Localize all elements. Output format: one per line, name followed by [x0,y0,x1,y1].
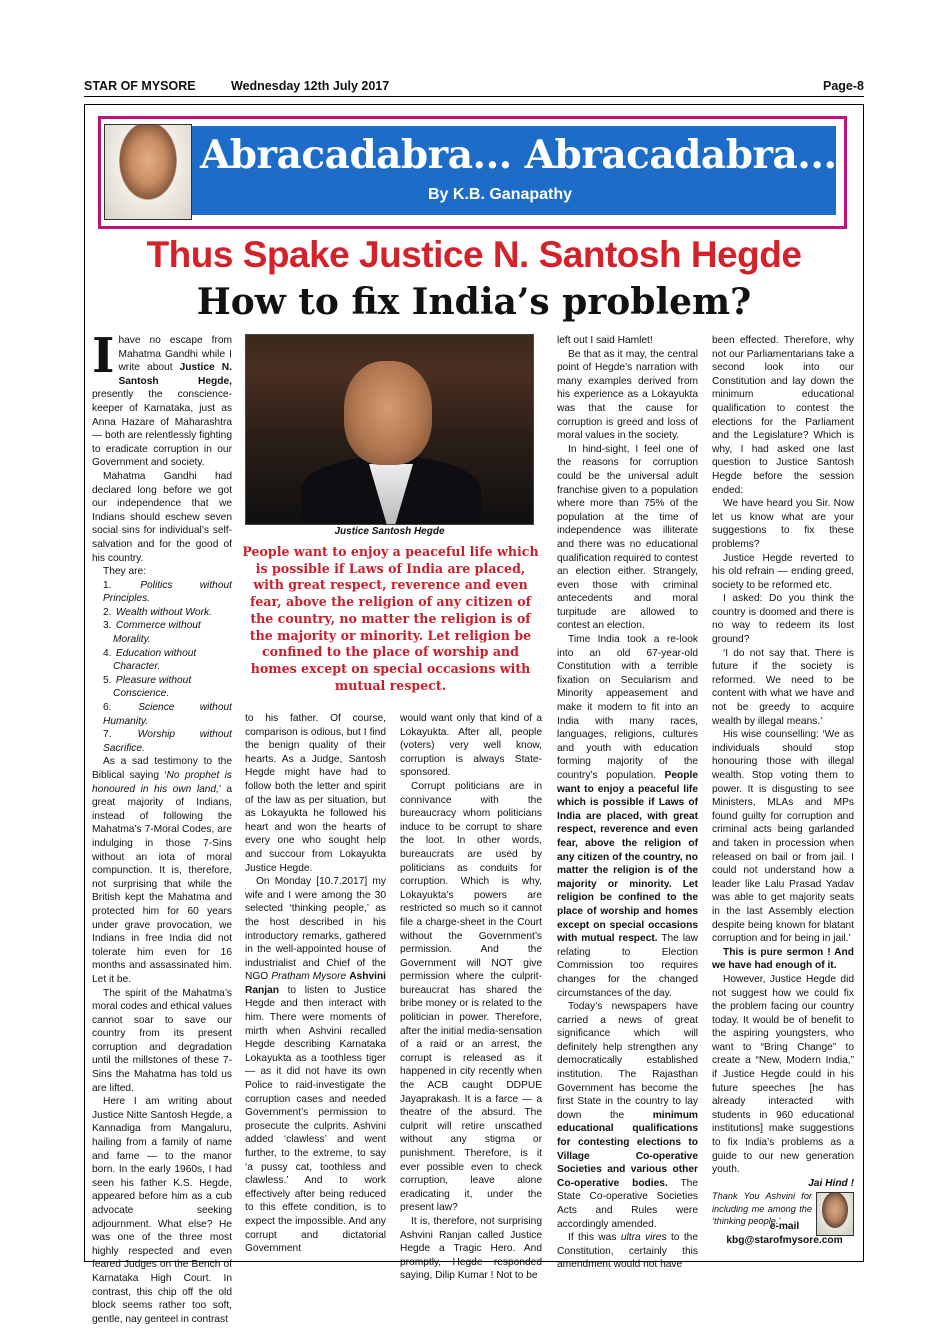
author-email [712,1220,857,1247]
col4-para-5: Today’s newspapers have carried a news of great significance which will definitely help strengthen any democratically established institution. The Rajasthan Government has become the first State in the country to lay down the minimum educational qualifications for contesting elections to Village Co-operative Societies and various other Co-operative bodies. The State Co-operative Societies Acts and Rules were accordingly amended. [557,1001,698,1230]
page-number: Page-8 [823,79,864,93]
list-item: 4. Education without [103,647,197,659]
column-2 [245,712,386,1255]
subheadline: How to fix India’s problem? [196,281,752,323]
list-item: Morality. [113,634,151,646]
col5-para-5: ‘I do not say that. There is future if the society is reformed. We need to be content with what we have and not be greedy to acquire wealth by illegal means.’ [712,647,854,727]
col1-para-2: Mahatma Gandhi had declared long before we got our independence that we Indians should eschew seven social sins for individual’s self-salvation and for the good of his country. [92,470,232,564]
col5-para-4: I asked: Do you think the country is doomed and there is no way to redeem its lost ground? [712,593,854,646]
col4-para-1: left out I said Hamlet! [557,335,653,346]
col1-para-6: Here I am writing about Justice Nitte Santosh Hegde, a Kannadiga from Mangaluru, hailing from a family of name and fame — to the manor born. In the early 1960s, I had seen his father K.S. Hegde, appeared before him as a cub advocate seeking adjournment. What else? He was one of the three most highly respected and even feared Judges on the Bench of Karnataka High Court. In contrast, this chip off the old block seems rather too soft, gentle, nay genteel in contrast [92,1096,232,1325]
col5-para-2: We have heard you Sir. Now let us know what are your suggestions to fix these problems? [712,498,854,550]
drop-cap: I [92,328,115,384]
col3-para-2: Corrupt politicians are in connivance with the bureaucracy whom politicians induce to be corrupt to share the loot. In other words, bureaucrats are used by politicians as conduits for corruption. Which is why, Lokayukta’s powers are restricted so much so it cannot file a charge-sheet in the Court without the Government’s permission. And the Government will NOT give permission where the culprit-bureaucrat has shared the bribe money or is related to the politician in power. Therefore, after the initial media-sensation of a raid or an arrest, the corrupt is released as it happened in city recently when the ACB caught DDPUE Jayaprakash. It is a farce — a theatre of the absurd. The culprit will retire unscathed without any stigma or punishment. Therefore, is it ever possible even to check corruption, leave alone eradicating it, under the present law? [400,780,542,1214]
pull-quote: People want to enjoy a peaceful life which is possible if Laws of India are placed, with great respect, reverence and even fear, above the religion of any citizen of the country, no matter the religion is of the majority or minority. Let religion be confined to the place of worship and homes except on special occasions with mutual respect. [242,544,539,693]
justice-hegde-photo [245,334,534,525]
col2-para-1: to his father. Of course, comparison is odious, but I find the benign quality of their hearts. As a Judge, Santosh Hegde might have had to follow both the letter and spirit of the law as per situation, but as Lokayukta he followed his heart and won the hearts of every one who sought help and succour from Lokayukta Justice Hegde. [245,713,386,874]
col4-para-2: Be that as it may, the central point of Hegde’s narration with many examples derived from his experience as a Lokayukta was that the cause for corruption is greed and loss of moral values in the society. [557,348,698,442]
email-address[interactable]: kbg@starofmysore.com [726,1234,843,1246]
col5-para-3: Justice Hegde reverted to his old refrain — ending greed, society to be reformed etc. [712,552,854,591]
col2-para-2: On Monday [10.7.2017] my wife and I were among the 30 selected ‘thinking people,’ as the host described in his introductory remarks, gathered in the well-appointed house of industrialist and Chief of the NGO Pratham Mysore Ashvini Ranjan to listen to Justice Hegde and then interact with him. There were moments of mirth when Ashvini recalled Hegde describing Karnataka Lokayukta as a toothless tiger — as it did not have its own Police to raid-investigate the corruption cases and needed Government’s permission to prosecute the culprits. Ashvini added ‘clawless’ and went further, to the extreme, to say ‘a pussy cat, toothless and clawless.’ And to work effectively after being reduced to this effete condition, is to expect the impossible. And any corrupt and dictatorial Government [245,876,386,1255]
byline: By K.B. Ganapathy [428,186,573,203]
list-item: 6. Science without Humanity. [103,702,232,727]
col4-para-4: Time India took a re-look into an old 67-year-old Constitution with a terrible fixation on Secularism and Minority appeasement and make it modern to fit into an India with many races, languages, religions, cultures and youth with education forming majority of the country’s population. People want to enjoy a peaceful life which is possible if Laws of India are placed, with great respect, reverence and even fear, above the religion of any citizen of the country, no matter the religion is of the majority or minority. Let religion be confined to the place of worship and homes except on special occasions with mutual respect. The law relating to Election Commission too requires changes for the changed circumstances of the day. [557,634,698,999]
col3-para-3: It is, therefore, not surprising Ashvini Ranjan called Justice Hegde a Tragic Hero. And promptly, Hegde responded saying, Dilip Kumar ! Not to be [400,1215,542,1282]
col1-para-4: As a sad testimony to the Biblical saying ‘No prophet is honoured in his own land,’ a great majority of Indians, instead of following the Mahatma’s 7-Moral Codes, are indulging in those 7-Sins without an iota of moral compunction. It is, therefore, not surprising that while the British kept the Mahatma and protected him for 60 years under grave provocation, we Indians in free India did not tolerate him even for 16 months and assassinated him. Let it be. [92,756,233,985]
col5-para-8: However, Justice Hegde did not suggest how we could fix the problem facing our country today. It would be of benefit to the aspiring youngsters, who want to “Bring Change” to create a “New, Modern India,” if Justice Hegde could in his future speeches [he has already interacted with students in 960 educational institutions] make suggestions to fix India’s problems as a guide to our new generation youth. [712,973,854,1176]
sign-off: Jai Hind ! [808,1177,854,1189]
list-item: 2. Wealth without Work. [103,606,212,618]
thanks-note: Thank You Ashvini for including me among the ‘thinking people.’ [712,1190,854,1228]
column-1 [92,328,233,1325]
photo-caption: Justice Santosh Hegde [334,526,445,537]
list-item: 3. Commerce without [103,620,201,632]
column-3 [400,712,542,1282]
list-item: Character. [113,661,161,673]
list-item: 7. Worship without Sacrifice. [103,729,232,754]
col3-para-1: would want only that kind of a Lokayukta. After all, people (voters) very well know, corruption is always State-sponsored. [400,713,542,779]
list-item: 1. Politics without Principles. [103,579,232,605]
issue-date: Wednesday 12th July 2017 [231,79,390,93]
col5-para-1: been effected. Therefore, why not our Parliamentarians take a second look into our Constitution and lay down the minimum educational qualification to contest the elections for the Parliament and the Legislature? Which is why, I had asked one last question to Justice Santosh Hegde before the session ended: [712,335,854,496]
headline: Thus Spake Justice N. Santosh Hegde [146,234,802,275]
page-header [84,77,864,97]
list-item: 5. Pleasure without [103,674,192,686]
col5-para-7: This is pure sermon ! And we have had enough of it. [712,946,854,972]
col5-para-6: His wise counselling: ‘We as individuals should stop honouring those with illegal wealth. Stop voting them to power. It is disgusting to see Ministers, MLAs and MPs found guilty for corruption and criminal acts being garlanded and taken in procession when released on bail or from jail. I could not understand how a leader like Lalu Prasad Yadav was able to get majority seats in the last Assembly election despite being known for blatant corruption and for being in jail.’ [712,729,854,945]
col1-para-1: Ihave no escape from Mahatma Gandhi while I write about Justice N. Santosh Hegde, presently the conscience-keeper of Karnataka, just as Anna Hazare of Maharashtra — both are relentlessly fighting to eradicate corruption in our Government and society. [92,328,232,469]
column-title: Abracadabra... Abracadabra... [200,132,837,178]
col1-para-3: They are: [103,566,147,578]
email-label: e-mail [769,1221,800,1232]
col4-para-6: If this was ultra vires to the Constitution, certainly this amendment would not have [557,1232,698,1271]
paper-name: STAR OF MYSORE [84,79,196,93]
column-4 [557,334,699,1271]
seven-sins-list [92,579,232,756]
col4-para-3: In hind-sight, I feel one of the reasons for corruption could be the universal adult franchise given to a population where more than 75% of the population at the time of independence was illiterate and there was no educational qualification required to contest an election either. Strangely, even those with criminal antecedents and moral turpitude are allowed to contest an election. [557,443,699,632]
col1-para-5: The spirit of the Mahatma’s moral codes and ethical values cannot soar to save our country from its present corruption and degradation until the millstones of these 7-Sins the Mahatma has told us are lifted. [92,987,232,1094]
list-item: Conscience. [113,688,170,700]
author-portrait [104,124,192,220]
